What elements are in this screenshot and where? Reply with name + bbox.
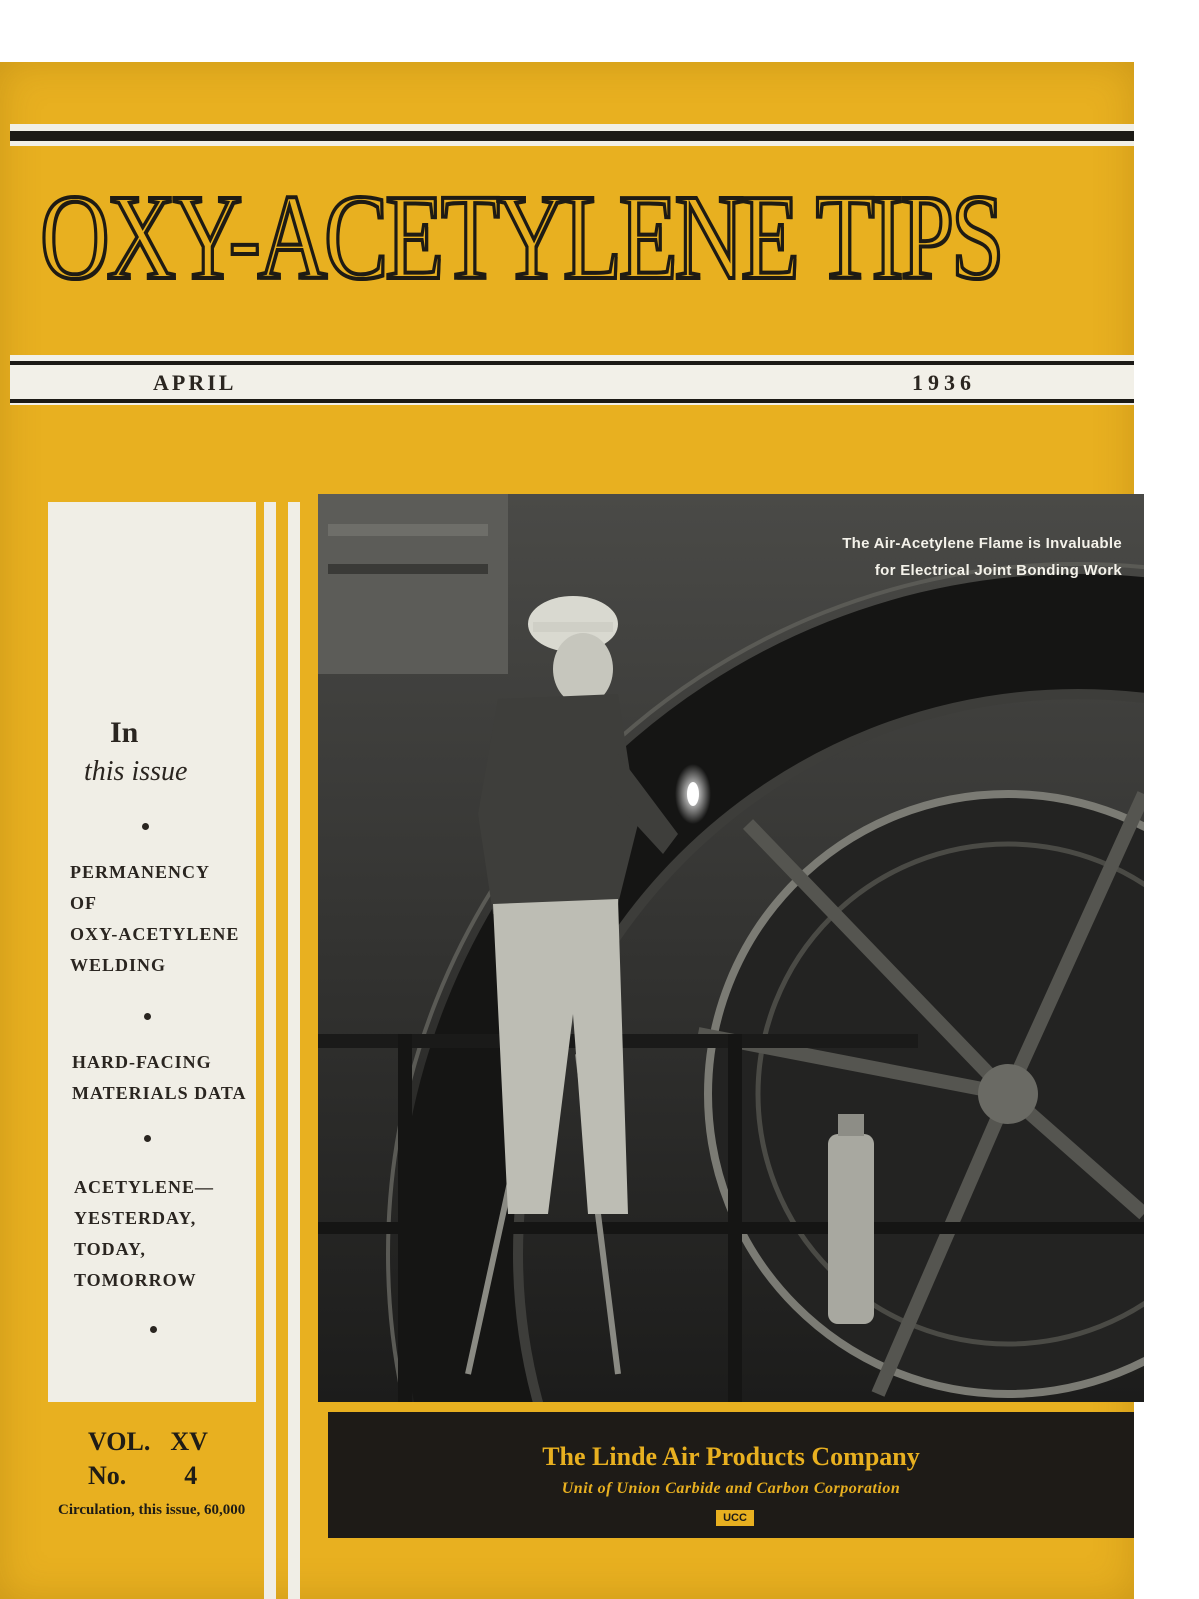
vol-label: VOL.	[88, 1427, 151, 1456]
heading-in: In	[110, 716, 139, 749]
publisher-parent: Unit of Union Carbide and Carbon Corporation	[561, 1480, 901, 1497]
caption-line: for Electrical Joint Bonding Work	[874, 562, 1122, 579]
volume-info	[88, 1425, 208, 1493]
contents-item-line: YESTERDAY,	[74, 1208, 197, 1228]
contents-item-line: OXY-ACETYLENE	[70, 924, 240, 944]
cover-photo	[318, 494, 1144, 1402]
contents-item-acetylene[interactable]	[74, 1172, 214, 1296]
contents-item-hard-facing[interactable]	[72, 1047, 247, 1109]
vertical-stripe	[288, 502, 300, 1599]
contents-item-line: WELDING	[70, 955, 167, 975]
contents-item-line: PERMANENCY	[70, 862, 210, 882]
no-label: No.	[88, 1461, 127, 1490]
bullet-dot	[142, 823, 149, 830]
contents-item-line: TODAY,	[74, 1239, 146, 1259]
cover-photo-illustration	[318, 494, 1144, 1402]
issue-month: APRIL	[153, 370, 237, 395]
issue-year: 1936	[912, 370, 976, 395]
contents-item-line: HARD-FACING	[72, 1052, 212, 1072]
contents-item-line: OF	[70, 893, 97, 913]
date-band-rule-top	[10, 361, 1134, 365]
ucc-logo: UCC	[716, 1510, 754, 1526]
vertical-stripe	[264, 502, 276, 1599]
circulation-note: Circulation, this issue, 60,000	[58, 1502, 246, 1518]
photo-caption	[842, 530, 1122, 584]
publisher-name: The Linde Air Products Company	[542, 1442, 920, 1471]
in-this-issue-heading	[84, 716, 188, 788]
caption-line: The Air-Acetylene Flame is Invaluable	[842, 535, 1122, 552]
no-value: 4	[184, 1461, 198, 1490]
bullet-dot	[144, 1013, 151, 1020]
masthead-title: OXY-ACETYLENE TIPS	[40, 170, 1002, 305]
contents-item-line: ACETYLENE—	[74, 1177, 215, 1197]
heading-this-issue: this issue	[84, 756, 188, 787]
contents-item-permanency[interactable]	[70, 857, 239, 981]
top-rule	[10, 131, 1134, 141]
vol-value: XV	[170, 1427, 208, 1456]
bullet-dot	[144, 1135, 151, 1142]
bullet-dot	[150, 1326, 157, 1333]
publisher-footer	[328, 1412, 1134, 1538]
contents-item-line: TOMORROW	[74, 1270, 197, 1290]
contents-item-line: MATERIALS DATA	[72, 1083, 247, 1103]
date-band-rule-bottom	[10, 399, 1134, 403]
